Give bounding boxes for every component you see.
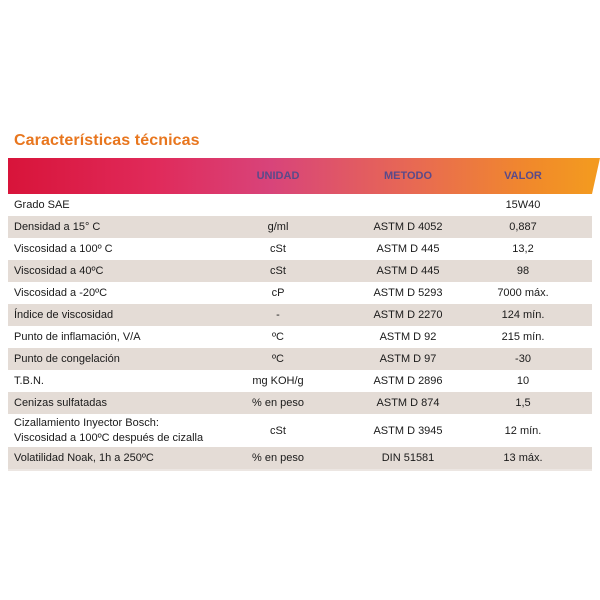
property-cell: T.B.N.: [14, 374, 44, 387]
property-cell: Grado SAE: [14, 198, 70, 211]
value-cell: 13,2: [512, 243, 534, 255]
table-row: [8, 447, 592, 469]
method-cell: ASTM D 3945: [373, 424, 443, 437]
property-cell: Volatilidad Noak, 1h a 250ºC: [14, 451, 154, 464]
property-cell: Punto de inflamación, V/A: [14, 330, 141, 343]
value-cell: 215 mín.: [501, 331, 545, 343]
unit-cell: cSt: [270, 243, 286, 255]
unit-cell: ºC: [272, 353, 284, 365]
value-cell: 10: [516, 375, 530, 387]
value-cell: 98: [516, 265, 530, 277]
property-cell: [8, 416, 238, 446]
table-row: [8, 238, 592, 260]
method-cell: ASTM D 2270: [373, 309, 443, 321]
method-cell: ASTM D 445: [376, 265, 440, 277]
method-cell: ASTM D 4052: [373, 221, 443, 233]
unit-cell: mg KOH/g: [252, 375, 304, 387]
value-cell: 124 mín.: [501, 309, 545, 321]
table-row: [8, 282, 592, 304]
table-row: [8, 370, 592, 392]
value-cell: 7000 máx.: [497, 287, 549, 299]
unit-cell: -: [276, 309, 280, 321]
unit-cell: % en peso: [252, 452, 304, 464]
property-line: Viscosidad a 100ºC después de cizalla: [14, 431, 204, 444]
property-cell: Viscosidad a 40ºC: [14, 264, 104, 277]
header-metodo: METODO: [383, 170, 433, 182]
table-row: [8, 260, 592, 282]
section-title: Características técnicas: [14, 132, 200, 149]
property-line: Cizallamiento Inyector Bosch:: [14, 416, 159, 429]
method-cell: ASTM D 2896: [373, 375, 443, 387]
value-cell: 15W40: [505, 199, 541, 211]
value-cell: 0,887: [509, 221, 537, 233]
table-row: [8, 392, 592, 414]
table-row: [8, 304, 592, 326]
property-cell: Viscosidad a -20ºC: [14, 286, 108, 299]
property-cell: Viscosidad a 100º C: [14, 242, 113, 255]
value-cell: 12 mín.: [504, 424, 542, 437]
table-row: [8, 216, 592, 238]
property-cell: Punto de congelación: [14, 352, 120, 365]
method-cell: DIN 51581: [381, 452, 435, 464]
unit-cell: % en peso: [252, 397, 304, 409]
unit-cell: cSt: [270, 424, 286, 437]
table-row: [8, 414, 592, 447]
value-cell: 13 máx.: [503, 452, 543, 464]
table-row: [8, 348, 592, 370]
unit-cell: ºC: [272, 331, 284, 343]
unit-cell: cSt: [270, 265, 286, 277]
table-header: [8, 158, 592, 194]
method-cell: ASTM D 5293: [373, 287, 443, 299]
table-row: [8, 326, 592, 348]
table-row: [8, 194, 592, 216]
property-cell: Densidad a 15° C: [14, 220, 101, 233]
method-cell: ASTM D 445: [376, 243, 440, 255]
unit-cell: cP: [271, 287, 285, 299]
table-bottom-rule: [8, 469, 592, 471]
value-cell: 1,5: [515, 397, 531, 409]
method-cell: ASTM D 874: [376, 397, 440, 409]
header-unidad: UNIDAD: [256, 170, 300, 182]
value-cell: -30: [515, 353, 531, 365]
method-cell: ASTM D 92: [379, 331, 437, 343]
unit-cell: g/ml: [267, 221, 289, 233]
property-cell: Cenizas sulfatadas: [14, 396, 107, 409]
property-cell: Índice de viscosidad: [14, 308, 114, 321]
method-cell: ASTM D 97: [379, 353, 437, 365]
specs-table: [8, 158, 592, 471]
header-valor: VALOR: [504, 170, 542, 182]
